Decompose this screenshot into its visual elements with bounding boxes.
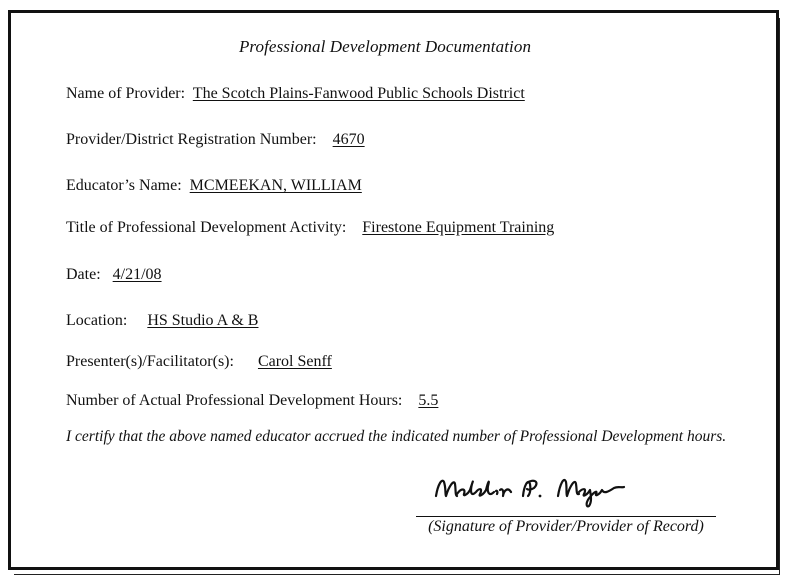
registration-value: 4670 bbox=[332, 131, 365, 148]
educator-label: Educator’s Name: bbox=[66, 177, 182, 194]
presenter-row bbox=[66, 353, 332, 371]
provider-label: Name of Provider: bbox=[66, 85, 186, 102]
provider-row bbox=[66, 85, 525, 103]
date-row bbox=[66, 266, 162, 284]
activity-value: Firestone Equipment Training bbox=[362, 219, 555, 236]
activity-label: Title of Professional Development Activity: bbox=[66, 219, 347, 236]
presenter-value: Carol Senff bbox=[257, 353, 332, 370]
hours-label: Number of Actual Professional Development Hours: bbox=[66, 392, 403, 409]
signature-line bbox=[416, 516, 716, 517]
presenter-label: Presenter(s)/Facilitator(s): bbox=[66, 353, 234, 370]
registration-row bbox=[66, 131, 365, 149]
location-value: HS Studio A & B bbox=[147, 312, 259, 329]
certification-statement: I certify that the above named educator accrued the indicated number of Professional Development hours. bbox=[66, 428, 727, 445]
educator-value: MCMEEKAN, WILLIAM bbox=[189, 177, 362, 194]
registration-label: Provider/District Registration Number: bbox=[66, 131, 317, 148]
provider-value: The Scotch Plains-Fanwood Public Schools District bbox=[192, 85, 525, 102]
hours-value: 5.5 bbox=[418, 392, 439, 409]
location-row bbox=[66, 312, 258, 330]
handwritten-signature bbox=[428, 470, 628, 510]
educator-row bbox=[66, 177, 362, 195]
location-label: Location: bbox=[66, 312, 128, 329]
activity-row bbox=[66, 219, 554, 237]
signature-caption: (Signature of Provider/Provider of Record) bbox=[428, 518, 704, 535]
date-label: Date: bbox=[66, 266, 101, 283]
hours-row bbox=[66, 392, 438, 410]
date-value: 4/21/08 bbox=[112, 266, 162, 283]
document-title: Professional Development Documentation bbox=[238, 37, 532, 56]
